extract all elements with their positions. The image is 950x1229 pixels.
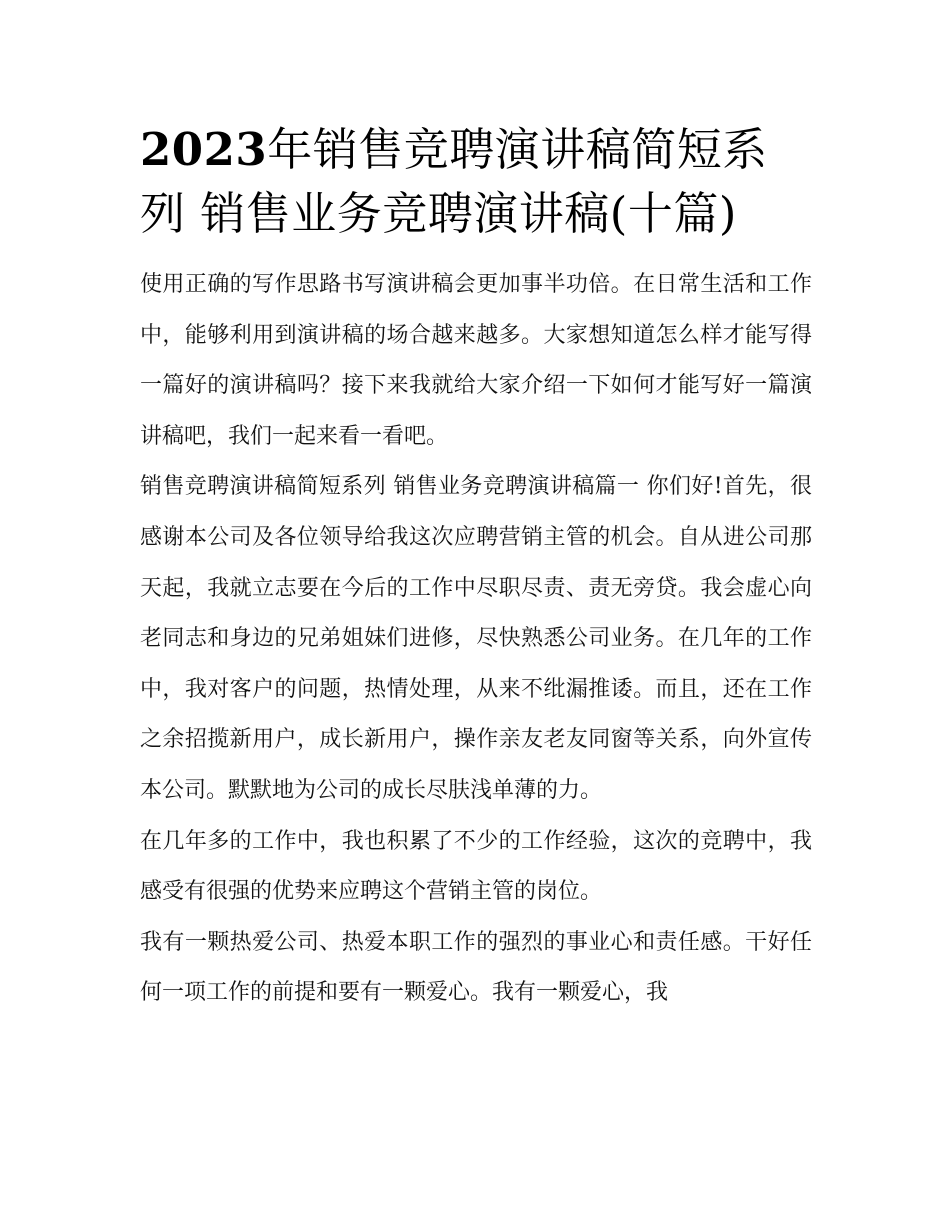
document-page (140, 118, 812, 1019)
paragraph-intro: 使用正确的写作思路书写演讲稿会更加事半功倍。在日常生活和工作中，能够利用到演讲稿的场合越来越多。大家想知道怎么样才能写得一篇好的演讲稿吗？接下来我就给大家介绍一下如何才能写好一篇演讲稿吧，我们一起来看一看吧。 (140, 272, 812, 449)
title-text: 年销售竞聘演讲稿简短系列 销售业务竞聘演讲稿(十篇) (140, 123, 768, 240)
paragraph-dedication: 我有一颗热爱公司、热爱本职工作的强烈的事业心和责任感。干好任何一项工作的前提和要有一颗爱心。我有一颗爱心，我 (140, 929, 812, 1006)
paragraph-experience: 在几年多的工作中，我也积累了不少的工作经验，这次的竞聘中，我感受有很强的优势来应聘这个营销主管的岗位。 (140, 828, 812, 905)
document-title (140, 118, 812, 246)
title-year: 2023 (140, 123, 268, 176)
paragraph-speech-one: 销售竞聘演讲稿简短系列 销售业务竞聘演讲稿篇一 你们好!首先，很感谢本公司及各位领导给我这次应聘营销主管的机会。自从进公司那天起，我就立志要在今后的工作中尽职尽责、责无旁贷。我会虚心向老同志和身边的兄弟姐妹们进修，尽快熟悉公司业务。在几年的工作中，我对客户的问题，热情处理，从来不纰漏推诿。而且，还在工作之余招揽新用户，成长新用户，操作亲友老友同窗等关系，向外宣传本公司。默默地为公司的成长尽肤浅单薄的力。 (140, 474, 812, 803)
document-body (140, 260, 812, 1019)
